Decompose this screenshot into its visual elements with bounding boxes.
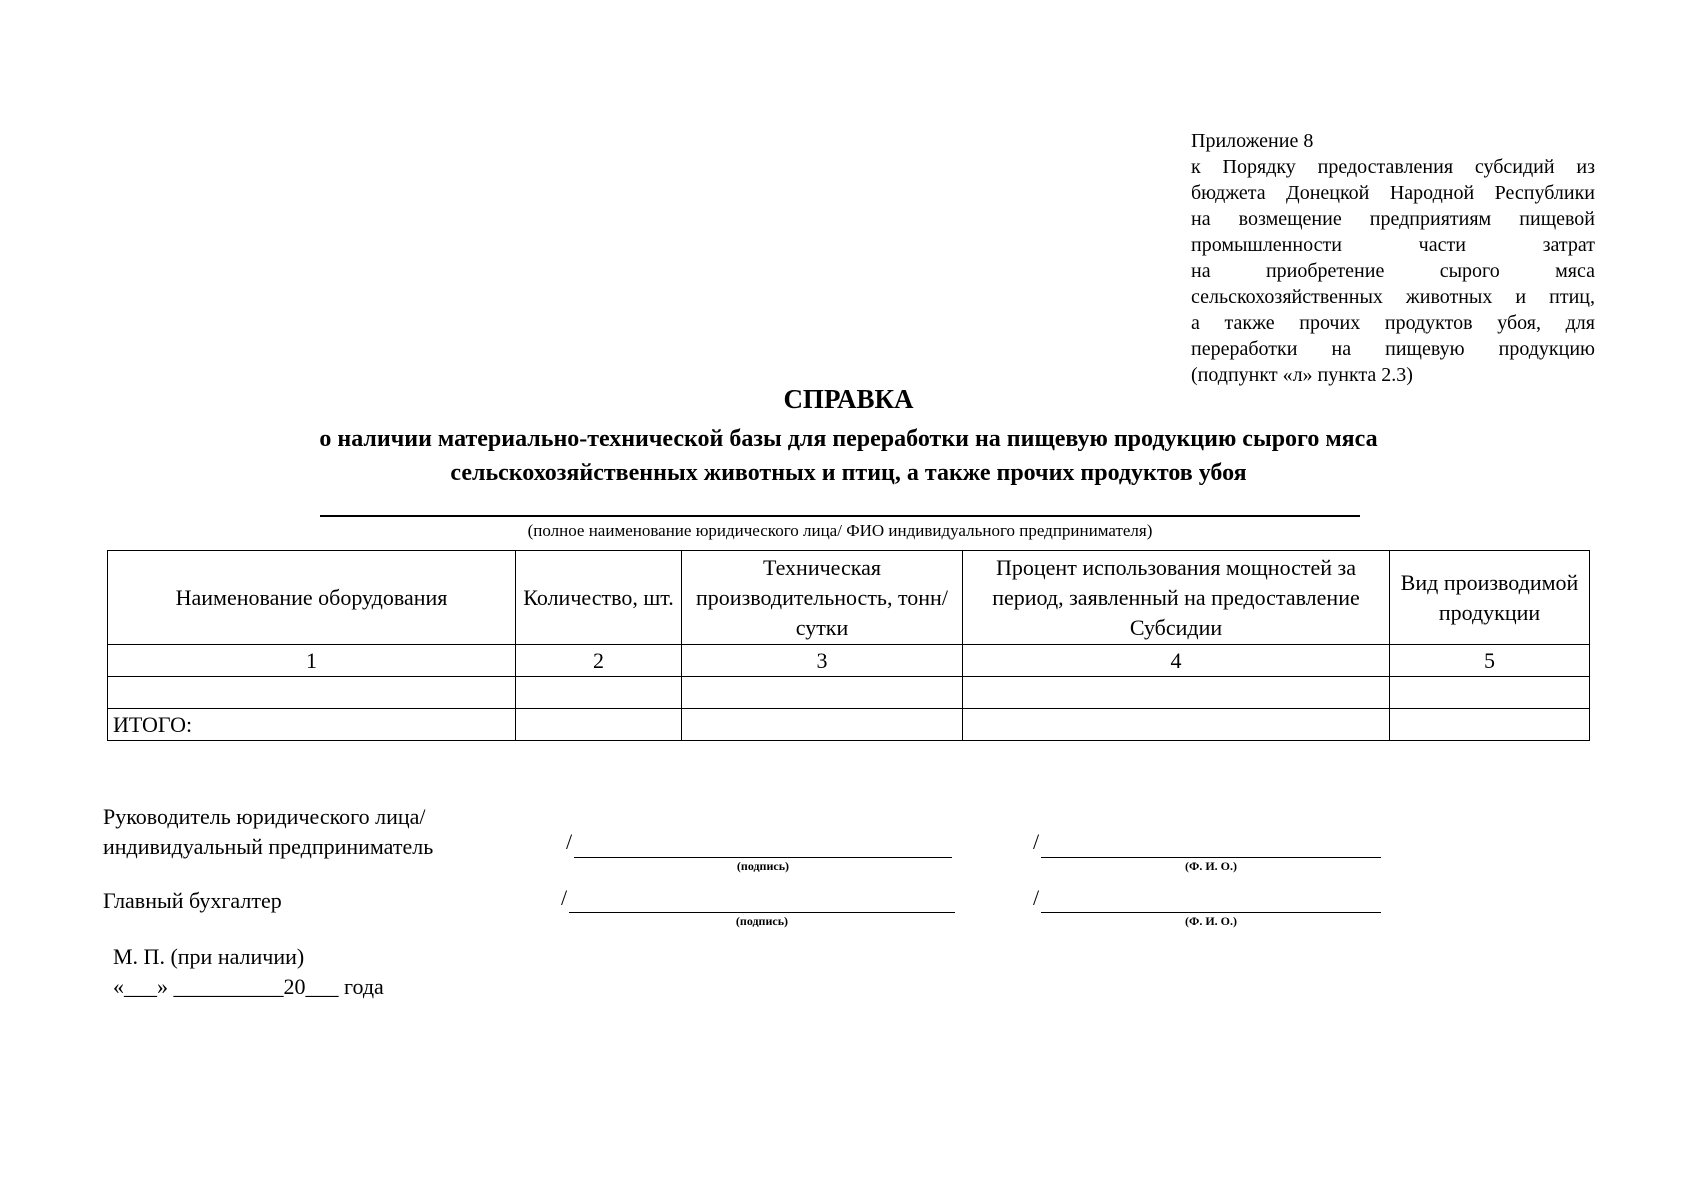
table-number-row — [108, 645, 1590, 677]
equipment-table — [107, 550, 1590, 741]
annex-line: на приобретение сырого мяса — [1191, 260, 1595, 282]
table-cell[interactable] — [1390, 709, 1590, 741]
column-number: 1 — [108, 645, 516, 677]
accountant-fio-line[interactable] — [1041, 912, 1381, 913]
table-cell[interactable] — [963, 677, 1390, 709]
subtitle-line-2: сельскохозяйственных животных и птиц, а также прочих продуктов убоя — [450, 460, 1247, 486]
head-signature-line[interactable] — [574, 857, 952, 858]
column-number: 4 — [963, 645, 1390, 677]
signature-caption: (подпись) — [735, 914, 789, 928]
accountant-label: Главный бухгалтер — [103, 888, 282, 913]
fio-caption: (Ф. И. О.) — [1185, 914, 1237, 928]
column-header: Процент использования мощностей за период, заявленный на предоставление Субсидии — [963, 551, 1390, 645]
signature-slash: / — [561, 885, 568, 910]
subtitle-line-1: о наличии материально-технической базы для переработки на пищевую продукцию сырого мяса — [319, 426, 1378, 452]
annex-line: промышленности части затрат — [1191, 234, 1595, 256]
date-line[interactable]: «___» __________20___ года — [113, 974, 384, 999]
table-cell[interactable] — [682, 677, 963, 709]
signature-slash: / — [566, 829, 573, 854]
head-fio-line[interactable] — [1041, 857, 1381, 858]
fio-caption: (Ф. И. О.) — [1185, 859, 1237, 873]
annex-line: бюджета Донецкой Народной Республики — [1191, 182, 1595, 204]
column-number: 5 — [1390, 645, 1590, 677]
annex-line: переработки на пищевую продукцию — [1191, 338, 1595, 360]
annex-line: а также прочих продуктов убоя, для — [1191, 312, 1595, 334]
annex-line: на возмещение предприятиям пищевой — [1191, 208, 1595, 230]
column-header: Техническая производительность, тонн/сутки — [682, 551, 963, 645]
head-label — [103, 802, 433, 862]
total-label: ИТОГО: — [108, 709, 516, 741]
fio-slash: / — [1033, 829, 1040, 854]
column-header: Наименование оборудования — [108, 551, 516, 645]
annex-last-line: (подпункт «л» пункта 2.3) — [1191, 364, 1413, 386]
table-row — [108, 677, 1590, 709]
table-cell[interactable] — [108, 677, 516, 709]
accountant-signature-line[interactable] — [569, 912, 955, 913]
organization-name-caption: (полное наименование юридического лица/ ФИО индивидуального предпринимателя) — [527, 521, 1153, 540]
table-cell[interactable] — [1390, 677, 1590, 709]
organization-name-line — [320, 515, 1360, 517]
fio-slash: / — [1033, 885, 1040, 910]
annex-line: к Порядку предоставления субсидий из — [1191, 156, 1595, 178]
head-label-line-1: Руководитель юридического лица/ — [103, 804, 426, 829]
document-subtitle — [150, 422, 1547, 490]
table-cell[interactable] — [516, 677, 682, 709]
document-title: СПРАВКА — [783, 384, 914, 414]
annex-title: Приложение 8 — [1191, 130, 1314, 152]
column-number: 3 — [682, 645, 963, 677]
column-header: Вид производимой продукции — [1390, 551, 1590, 645]
annex-line: сельскохозяйственных животных и птиц, — [1191, 286, 1595, 308]
table-cell[interactable] — [963, 709, 1390, 741]
table-cell[interactable] — [682, 709, 963, 741]
signature-caption: (подпись) — [736, 859, 790, 873]
stamp-label: М. П. (при наличии) — [113, 944, 305, 969]
head-label-line-2: индивидуальный предприниматель — [103, 834, 434, 859]
annex-block — [1191, 128, 1595, 388]
column-number: 2 — [516, 645, 682, 677]
table-cell[interactable] — [516, 709, 682, 741]
table-total-row — [108, 709, 1590, 741]
column-header: Количество, шт. — [516, 551, 682, 645]
table-header-row — [108, 551, 1590, 645]
